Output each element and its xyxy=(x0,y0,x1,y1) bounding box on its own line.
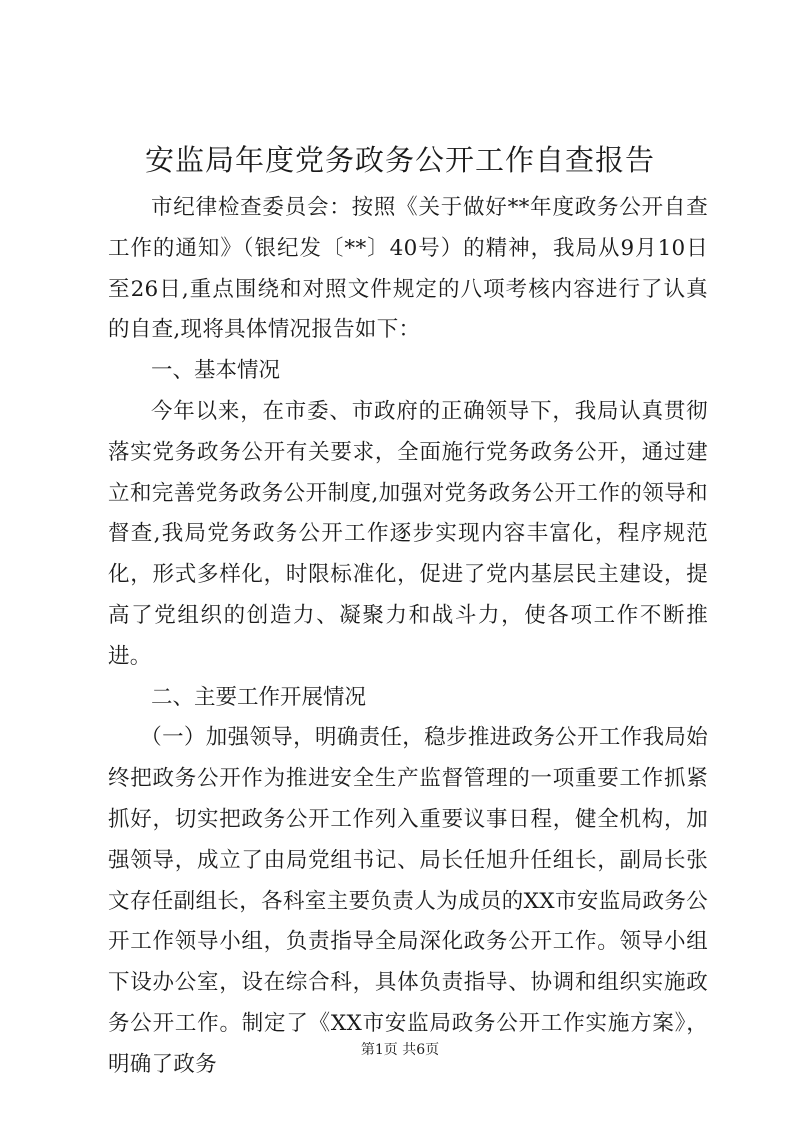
section-heading-main-work: 二、主要工作开展情况 xyxy=(151,684,367,710)
section-heading-basic-situation: 一、基本情况 xyxy=(151,358,281,384)
intro-paragraph: 市纪律检查委员会：按照《关于做好**年度政务公开自查工作的通知》（银纪发〔**〕40号）的精神，我局从9月10日至26日,重点围绕和对照文件规定的八项考核内容进行了认真的自查,现将具体情况报告如下： xyxy=(108,195,708,343)
main-work-paragraph: （一）加强领导，明确责任，稳步推进政务公开工作我局始终把政务公开作为推进安全生产监督管理的一项重要工作抓紧抓好，切实把政务公开工作列入重要议事日程，健全机构，加强领导，成立了由局党组书记、局长任旭升任组长，副局长张文存任副组长，各科室主要负责人为成员的XX市安监局政务公开工作领导小组，负责指导全局深化政务公开工作。领导小组下设办公室，设在综合科，具体负责指导、协调和组织实施政务公开工作。制定了《XX市安监局政务公开工作实施方案》，明确了政务 xyxy=(108,725,708,1077)
document-body xyxy=(108,188,708,1086)
page-footer: 第1页 共6页 xyxy=(360,1042,440,1058)
page-title: 安监局年度党务政务公开工作自查报告 xyxy=(144,143,655,177)
basic-situation-paragraph: 今年以来，在市委、市政府的正确领导下，我局认真贯彻落实党务政务公开有关要求，全面施行党务政务公开，通过建立和完善党务政务公开制度,加强对党务政务公开工作的领导和督查,我局党务政务公开工作逐步实现内容丰富化，程序规范化，形式多样化，时限标准化，促进了党内基层民主建设，提高了党组织的创造力、凝聚力和战斗力，使各项工作不断推进。 xyxy=(108,398,708,669)
